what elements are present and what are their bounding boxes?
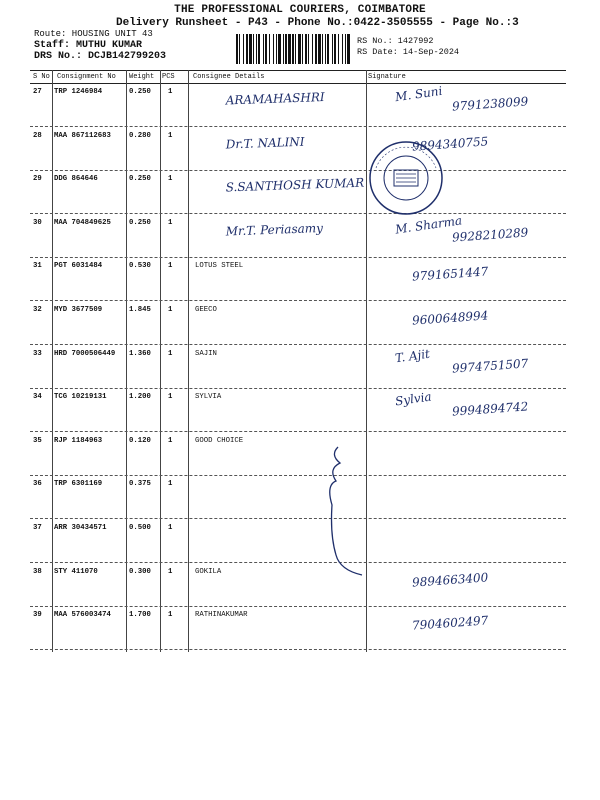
barcode-bar [302, 34, 303, 64]
barcode-bar [308, 34, 309, 64]
barcode-bar [269, 34, 270, 64]
cell-weight: 1.200 [129, 393, 151, 402]
header-pcs: PCS [162, 73, 175, 81]
barcode-bar [243, 34, 244, 64]
cell-weight: 1.845 [129, 306, 151, 314]
cell-consignment: MAA 867112683 [54, 131, 111, 140]
cell-pcs: 1 [168, 436, 173, 445]
cell-pcs: 1 [168, 349, 173, 358]
barcode-bar [276, 34, 277, 64]
signature-cell [367, 563, 567, 606]
phone-number: 9974751507 [451, 355, 529, 376]
cell-sno: 37 [33, 524, 42, 532]
cell-pcs: 1 [168, 131, 173, 140]
handwritten-consignee: S.SANTHOSH KUMAR [225, 175, 365, 195]
signature-cell [367, 214, 567, 257]
phone-number: 9928210289 [451, 225, 529, 245]
signature-text: T. Ajit [394, 346, 431, 365]
table-row [30, 127, 566, 171]
signature-cell [367, 606, 567, 649]
pen-scribble-icon [300, 445, 370, 585]
cell-weight: 0.120 [129, 436, 151, 445]
barcode-bar [342, 34, 343, 64]
barcode-bar [288, 34, 291, 64]
cell-sno: 31 [33, 262, 42, 271]
barcode-bar [258, 34, 260, 64]
phone-number: 9600648994 [411, 308, 489, 328]
cell-name: GOOD CHOICE [195, 436, 244, 445]
cell-name: GEECO [195, 306, 217, 314]
cell-pcs: 1 [168, 175, 173, 184]
barcode-bar [312, 34, 313, 64]
cell-consignment: HRD 7000506449 [54, 349, 116, 358]
cell-pcs: 1 [168, 567, 173, 576]
signature-cell [367, 475, 567, 518]
barcode-bar [298, 34, 301, 64]
signature-cell [367, 388, 567, 431]
cell-sno: 35 [33, 436, 42, 445]
cell-name: SYLVIA [195, 393, 222, 402]
barcode-bar [249, 34, 252, 64]
cell-weight: 0.375 [129, 480, 151, 489]
cell-consignment: ARR 30434571 [54, 524, 107, 532]
cell-sno: 27 [33, 88, 42, 96]
barcode-bar [285, 34, 287, 64]
company-title: THE PROFESSIONAL COURIERS, COIMBATORE [174, 4, 426, 16]
signature-cell [367, 257, 567, 300]
cell-pcs: 1 [168, 524, 173, 532]
cell-sno: 29 [33, 175, 42, 184]
handwritten-consignee: Dr.T. NALINI [225, 134, 305, 152]
cell-consignment: RJP 1184963 [54, 436, 103, 445]
header-consignee: Consignee Details [193, 73, 265, 81]
barcode-bar [327, 34, 329, 64]
cell-weight: 1.700 [129, 611, 151, 620]
phone-number: 9894340755 [411, 133, 489, 154]
cell-weight: 0.250 [129, 218, 151, 227]
cell-consignment: MYD 3677509 [54, 306, 103, 314]
table-row [30, 388, 566, 432]
header-consignment: Consignment No [57, 73, 116, 81]
barcode-bar [322, 34, 323, 64]
signature-text: Sylvia [394, 389, 433, 409]
cell-sno: 36 [33, 480, 42, 489]
barcode-bar [273, 34, 274, 64]
table-row [30, 345, 566, 389]
cell-pcs: 1 [168, 611, 173, 620]
signature-cell [367, 345, 567, 388]
cell-name: GOKILA [195, 567, 222, 576]
rs-info-block [357, 36, 459, 58]
rs-date: RS Date: 14-Sep-2024 [357, 47, 460, 57]
cell-sno: 34 [33, 393, 42, 402]
barcode-bar [283, 34, 284, 64]
signature-cell [367, 83, 567, 126]
drs-number: DRS No.: DCJB142799203 [34, 51, 167, 62]
cell-consignment: TRP 1246984 [54, 88, 103, 96]
phone-number: 9894663400 [411, 569, 489, 590]
barcode-bar [263, 34, 264, 64]
barcode-bar [345, 34, 346, 64]
barcode-bar [239, 34, 240, 64]
barcode-bar [236, 34, 238, 64]
table-row [30, 214, 566, 258]
route-label: Route: HOUSING UNIT 43 [34, 29, 153, 39]
cell-consignment: STY 411070 [54, 567, 98, 576]
signature-cell [367, 432, 567, 475]
table-row [30, 301, 566, 345]
table-row [30, 563, 566, 607]
barcode-bar [305, 34, 307, 64]
header-weight: Weight [129, 73, 155, 81]
cell-weight: 1.360 [129, 349, 151, 358]
cell-weight: 0.530 [129, 262, 151, 271]
staff-label: Staff: MUTHU KUMAR [34, 40, 143, 51]
barcode-bar [246, 34, 248, 64]
table-row [30, 170, 566, 214]
rs-number: RS No.: 1427992 [357, 36, 434, 46]
cell-consignment: TRP 6301169 [54, 480, 103, 489]
header-signature: Signature [368, 73, 406, 81]
barcode-bar [338, 34, 339, 64]
barcode-bar [256, 34, 257, 64]
signature-cell [367, 301, 567, 344]
cell-consignment: PGT 6031484 [54, 262, 103, 271]
cell-sno: 32 [33, 306, 42, 314]
handwritten-consignee: ARAMAHASHRI [225, 90, 325, 108]
barcode-bar [347, 34, 350, 64]
cell-weight: 0.250 [129, 175, 151, 184]
phone-number: 9791238099 [451, 94, 529, 114]
barcode-bar [334, 34, 336, 64]
table-row [30, 606, 566, 650]
cell-weight: 0.250 [129, 88, 151, 96]
signature-text: M. Sharma [394, 213, 463, 237]
barcode-bar [265, 34, 267, 64]
barcode-bar [295, 34, 296, 64]
cell-pcs: 1 [168, 306, 173, 314]
barcode-bar [292, 34, 294, 64]
handwritten-consignee: Mr.T. Periasamy [225, 220, 324, 239]
cell-pcs: 1 [168, 88, 173, 96]
barcode-bar [318, 34, 321, 64]
cell-sno: 28 [33, 131, 42, 140]
cell-pcs: 1 [168, 218, 173, 227]
barcode-bar [253, 34, 254, 64]
cell-consignment: DDG 864646 [54, 175, 98, 184]
table-row [30, 83, 566, 127]
barcode-icon [236, 34, 352, 64]
cell-name: SAJIN [195, 349, 217, 358]
cell-weight: 0.280 [129, 131, 151, 140]
signature-cell [367, 519, 567, 562]
table-row [30, 519, 566, 563]
header-sno: S No [33, 73, 50, 81]
cell-sno: 33 [33, 349, 42, 358]
runsheet-subtitle: Delivery Runsheet - P43 - Phone No.:0422-3505555 - Page No.:3 [116, 17, 519, 29]
table-row [30, 257, 566, 301]
cell-pcs: 1 [168, 262, 173, 271]
route-staff-block [34, 29, 166, 62]
phone-number: 9791651447 [411, 264, 489, 285]
cell-pcs: 1 [168, 480, 173, 489]
cell-weight: 0.300 [129, 567, 151, 576]
barcode-bar [325, 34, 326, 64]
barcode-bar [332, 34, 333, 64]
received-stamp-icon [366, 138, 446, 218]
barcode-bar [278, 34, 281, 64]
cell-sno: 38 [33, 567, 42, 576]
cell-sno: 30 [33, 218, 42, 227]
cell-name: RATHINAKUMAR [195, 611, 248, 620]
table-row [30, 432, 566, 476]
cell-sno: 39 [33, 611, 42, 620]
cell-consignment: MAA 704849625 [54, 218, 111, 227]
table-row [30, 475, 566, 519]
cell-consignment: TCG 10219131 [54, 393, 107, 402]
barcode-bar [315, 34, 317, 64]
cell-pcs: 1 [168, 393, 173, 402]
signature-text: M. Suni [394, 83, 444, 105]
cell-name: LOTUS STEEL [195, 262, 244, 271]
phone-number: 7904602497 [411, 613, 489, 633]
phone-number: 9994894742 [451, 399, 529, 419]
cell-consignment: MAA 576003474 [54, 611, 111, 620]
cell-weight: 0.500 [129, 524, 151, 532]
